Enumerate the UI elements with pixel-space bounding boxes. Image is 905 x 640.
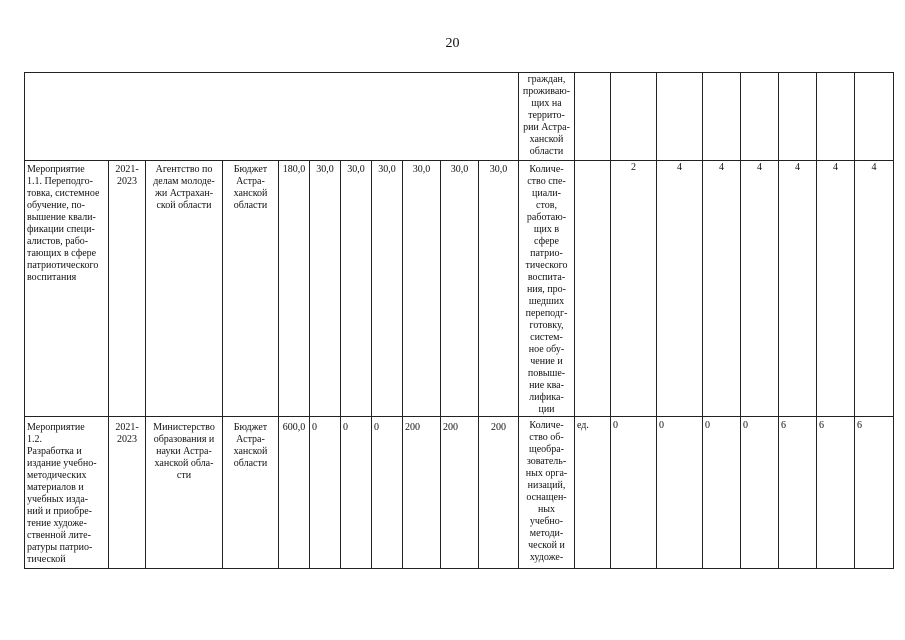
amount-cell: 30,0 bbox=[412, 164, 431, 175]
table-line bbox=[610, 72, 611, 569]
source-cell: Бюджет Астра- ханской области bbox=[233, 164, 268, 211]
unit-cell: ед. bbox=[577, 420, 589, 431]
amount-cell: 200 bbox=[491, 422, 506, 433]
table-line bbox=[740, 72, 741, 569]
amount-cell: 0 bbox=[374, 422, 379, 433]
table-line bbox=[371, 160, 372, 569]
amount-cell: 200 bbox=[405, 422, 420, 433]
table-line bbox=[402, 160, 403, 569]
table-line bbox=[24, 160, 894, 161]
value-cell: 6 bbox=[857, 420, 862, 431]
event-cell: Мероприятие 1.2. Разработка и издание учебно- методических материалов и учебных изда- ний и приобре- тение художе- ственной лите- ратуры патрио- тической bbox=[27, 422, 97, 565]
years-cell: 2021- 2023 bbox=[115, 422, 139, 445]
amount-cell: 30,0 bbox=[347, 164, 365, 175]
indicator-cell: Количе- ство спе- циали- стов, работаю- щих в сфере патрио- тического воспита- ния, про- шедших переподг- готовку, систем- ное обу- чение и повыше- ние ква- лифика- ции bbox=[525, 164, 568, 415]
value-cell: 2 bbox=[631, 162, 636, 173]
table-line bbox=[24, 416, 894, 417]
table-line bbox=[24, 72, 894, 73]
table-line bbox=[656, 72, 657, 569]
value-cell: 4 bbox=[871, 162, 877, 173]
amount-cell: 0 bbox=[343, 422, 348, 433]
table-line bbox=[702, 72, 703, 569]
executor-cell: Министерство образования и науки Астра- ханской обла- сти bbox=[153, 422, 215, 481]
table-line bbox=[340, 160, 341, 569]
amount-cell: 30,0 bbox=[316, 164, 334, 175]
table-line bbox=[574, 72, 575, 569]
amount-cell: 30,0 bbox=[378, 164, 396, 175]
table-line bbox=[778, 72, 779, 569]
amount-total: 180,0 bbox=[282, 164, 306, 175]
table-line bbox=[108, 160, 109, 569]
value-cell: 4 bbox=[719, 162, 724, 173]
value-cell: 0 bbox=[659, 420, 664, 431]
amount-total: 600,0 bbox=[282, 422, 306, 433]
table-line bbox=[309, 160, 310, 569]
indicator-cell: граждан, проживаю- щих на террито- рии Астра- ханской области bbox=[522, 74, 571, 157]
value-cell: 4 bbox=[757, 162, 762, 173]
indicator-cell: Количе- ство об- щеобра- зователь- ных орга- низаций, оснащен- ных учебно- методи- ческой и художе- bbox=[525, 420, 568, 563]
value-cell: 4 bbox=[833, 162, 838, 173]
table-line bbox=[24, 72, 25, 569]
value-cell: 6 bbox=[781, 420, 786, 431]
amount-cell: 30,0 bbox=[450, 164, 469, 175]
page-number: 20 bbox=[445, 36, 460, 51]
source-cell: Бюджет Астра- ханской области bbox=[233, 422, 268, 469]
table-line bbox=[816, 72, 817, 569]
table-line bbox=[278, 160, 279, 569]
amount-cell: 200 bbox=[443, 422, 458, 433]
years-cell: 2021- 2023 bbox=[115, 164, 139, 187]
value-cell: 0 bbox=[705, 420, 710, 431]
table-line bbox=[440, 160, 441, 569]
table-line bbox=[478, 160, 479, 569]
executor-cell: Агентство по делам молоде- жи Астрахан- ской области bbox=[153, 164, 215, 211]
table-line bbox=[854, 72, 855, 569]
value-cell: 6 bbox=[819, 420, 824, 431]
amount-cell: 0 bbox=[312, 422, 317, 433]
value-cell: 4 bbox=[677, 162, 682, 173]
value-cell: 0 bbox=[613, 420, 618, 431]
value-cell: 0 bbox=[743, 420, 748, 431]
table-line bbox=[24, 568, 894, 569]
event-cell: Мероприятие 1.1. Переподго- товка, системное обучение, по- вышение квали- фикации специ- алистов, рабо- тающих в сфере патриотического воспитания bbox=[27, 164, 100, 283]
value-cell: 4 bbox=[795, 162, 800, 173]
amount-cell: 30,0 bbox=[489, 164, 508, 175]
table-line bbox=[893, 72, 894, 569]
